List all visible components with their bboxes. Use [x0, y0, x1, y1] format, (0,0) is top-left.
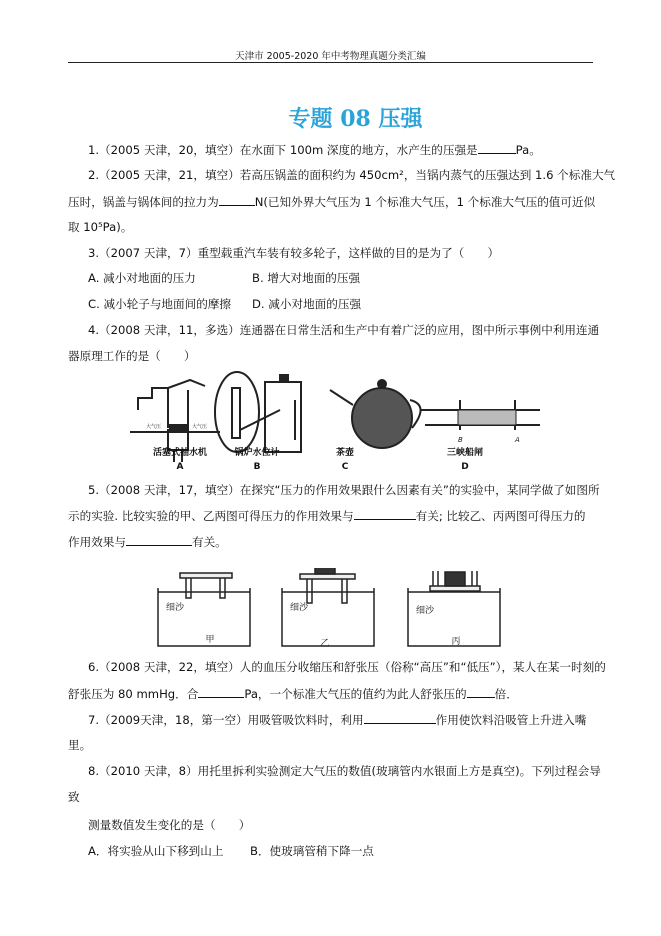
header-divider: [68, 62, 593, 63]
q3-option-c: C. 减小轮子与地面间的摩擦: [88, 297, 231, 311]
question-8-line1: 8.（2010 天津，8）用托里拆利实验测定大气压的数值(玻璃管内水银面上方是真空)。下列过程会导: [88, 764, 601, 778]
sand-label-jia: 细沙: [166, 603, 185, 613]
sand-label-yi: 细沙: [290, 603, 309, 613]
fig-c-letter: C: [341, 462, 349, 472]
question-6-line2: [68, 685, 518, 702]
q3-option-b: B. 增大对地面的压强: [252, 271, 361, 285]
question-4-line1: 4.（2008 天津，11，多选）连通器在日常生活和生产中有着广泛的应用，图中所示事例中利用连通: [88, 323, 600, 337]
fig-b-caption: 锅炉水位计: [234, 448, 280, 458]
ship-lock-image: [420, 400, 540, 430]
q7-text: 7.（2009天津，18，第一空）用吸管吸饮料时，利用: [88, 713, 364, 727]
fig-bing-label: 丙: [451, 637, 461, 647]
q7-blank[interactable]: [364, 711, 436, 724]
q2-blank[interactable]: [219, 193, 255, 206]
q5-text: 示的实验. 比较实验的甲、乙两图可得压力的作用效果与: [68, 509, 354, 523]
lock-label-b: B: [458, 436, 463, 444]
lock-label-a: A: [515, 436, 520, 444]
fig-d-letter: D: [461, 462, 469, 472]
q5-text-c: 作用效果与: [68, 535, 126, 549]
page-title: 专题 08 压强: [288, 106, 423, 132]
q8-option-a: A．将实验从山下移到山上: [88, 844, 224, 858]
q7-text-b: 作用使饮料沿吸管上升进入嘴: [435, 713, 587, 727]
fig-a-letter: A: [176, 462, 184, 472]
q6-blank-1[interactable]: [198, 685, 244, 698]
q5-blank-2[interactable]: [126, 533, 192, 546]
fig-yi-label: 乙: [320, 639, 330, 649]
q5-text-d: 有关。: [191, 535, 227, 549]
q2-text: 压时，锅盖与锅体间的拉力为: [68, 195, 219, 209]
q8-option-b: B．使玻璃管稍下降一点: [250, 844, 374, 858]
question-4-line2: 器原理工作的是（ ）: [68, 349, 196, 363]
fig-c-caption: 茶壶: [335, 448, 354, 458]
question-8-line3: 测量数值发生变化的是（ ）: [88, 818, 251, 832]
sand-label-bing: 细沙: [416, 606, 435, 616]
q5-blank-1[interactable]: [354, 507, 416, 520]
fig-b-letter: B: [253, 462, 261, 472]
question-2-line2: [68, 193, 595, 210]
question-3-stem: 3.（2007 天津，7）重型载重汽车装有较多轮子，这样做的目的是为了（ ）: [88, 246, 500, 260]
q3-option-d: D. 减小对地面的压强: [252, 297, 362, 311]
question-6-line1: 6.（2008 天津，22，填空）人的血压分收缩压和舒张压（俗称“高压”和“低压”），某人在某一时刻的: [88, 660, 606, 674]
q1-blank[interactable]: [478, 141, 516, 154]
question-8-line2: 致: [68, 790, 80, 804]
q1-unit: Pa。: [515, 143, 541, 157]
q1-text: 1.（2005 天津，20，填空）在水面下 100m 深度的地方，水产生的压强是: [88, 143, 478, 157]
q2-text-b: N(已知外界大气压为 1 个标准大气压，1 个标准大气压的值可近似: [254, 195, 596, 209]
q6-text-b: Pa，一个标准大气压的值约为此人舒张压的: [244, 687, 467, 701]
atm-label-right: 大气压: [192, 424, 208, 430]
atm-label-left: 大气压: [146, 424, 162, 430]
teapot-image: [330, 380, 421, 448]
question-2-line1: 2.（2005 天津，21，填空）若高压锅盖的面积约为 450cm²，当锅内蒸气的压强达到 1.6 个标准大气: [88, 168, 616, 182]
q5-text-b: 有关; 比较乙、丙两图可得压力的: [415, 509, 586, 523]
fig-d-caption: 三峡船闸: [446, 448, 483, 458]
q6-text-c: 倍．: [494, 687, 518, 701]
q6-text: 舒张压为 80 mmHg．合: [68, 687, 199, 701]
question-7-line1: [88, 711, 586, 728]
page-header: 天津市 2005-2020 年中考物理真题分类汇编: [235, 51, 426, 62]
q6-blank-2[interactable]: [467, 685, 495, 698]
fig-jia-label: 甲: [205, 635, 215, 645]
fig-a-caption: 活塞式抽水机: [152, 448, 207, 458]
question-1: [88, 141, 541, 158]
question-5-line3: [68, 533, 227, 550]
boiler-gauge-image: [215, 372, 301, 452]
question-5-line2: [68, 507, 586, 524]
question-2-line3: 取 10⁵Pa)。: [68, 220, 133, 234]
q3-option-a: A. 减小对地面的压力: [88, 271, 196, 285]
question-7-line2: 里。: [68, 738, 92, 752]
question-5-line1: 5.（2008 天津，17，填空）在探究“压力的作用效果跟什么因素有关”的实验中，某同学做了如图所: [88, 483, 600, 497]
